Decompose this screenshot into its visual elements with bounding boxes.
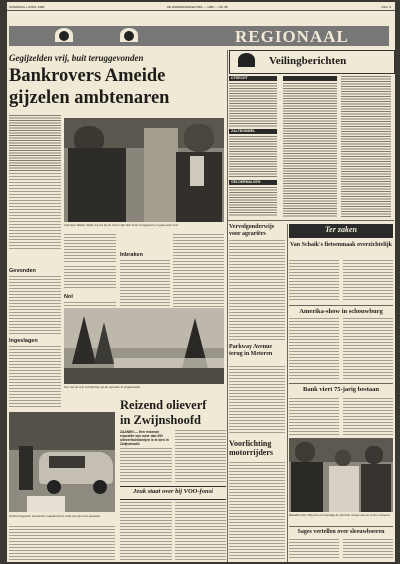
sages-col1-text — [289, 539, 339, 560]
voorlichting-text — [229, 462, 285, 560]
lead-col1b-text — [9, 276, 61, 304]
sages-col2-text — [343, 539, 393, 560]
parkway-text — [229, 366, 285, 434]
bank-headline: Bank viert 75-jarig bestaan — [302, 386, 379, 393]
veiling-col2-text — [283, 83, 337, 217]
banner-logo-sun-icon-2 — [124, 31, 134, 41]
painting-photo — [64, 308, 224, 384]
lead-photo — [64, 118, 224, 222]
running-head — [7, 4, 395, 11]
lead-intro-text — [9, 115, 61, 171]
amerika-col2-text — [343, 318, 393, 380]
running-head-page: PAG. 9 — [381, 5, 391, 9]
veiling-label-bar-2 — [283, 76, 337, 81]
veiling-label-zaltbommel: ZALTBOMMEL — [231, 129, 256, 133]
voorlichting-headline: Voorlichting motorrijders — [229, 439, 273, 457]
lead-col1-text — [9, 173, 61, 251]
jeuk-col1-text — [120, 502, 172, 560]
amerika-rule — [289, 305, 393, 306]
subhead-nol: Nol — [64, 294, 73, 300]
amerika-headline: Amerika-show in schouwburg — [299, 308, 383, 315]
olieverf-headline-2: in Zwijnshoofd — [120, 413, 201, 427]
painting-caption: Een van de vele schilderijen op de expositie in Zwijnshoofd. — [64, 385, 141, 389]
bank-col1-text — [289, 398, 339, 436]
bank-photo — [289, 438, 393, 512]
lead-headline-2: gijzelen ambtenaren — [9, 88, 170, 108]
veiling-utrecht-text — [229, 83, 277, 127]
lead-photo-caption: Gijzelaar Bakker blijkt vrij als hij de rovers zijn buit heeft overgegeven en gaat naar huis. — [64, 223, 179, 227]
newspaper-page — [7, 2, 395, 562]
veiling-geldermalsen-text — [229, 187, 277, 217]
running-head-date: ZATERDAG 1 APRIL 1989 — [9, 5, 45, 9]
parkway-headline: Parkway Avenue terug in Meteren — [229, 344, 273, 357]
olieverf-intro: ZAANEN — Een reizende expositie van meer dan 200 olieverfschilderijen is te zien in Zwijnshoofd. — [120, 430, 169, 446]
lead-headline-1: Bankrovers Ameide — [9, 66, 166, 86]
bank-rule — [289, 383, 393, 384]
veiling-zaltbommel-text — [229, 136, 277, 178]
sages-rule — [289, 526, 393, 527]
terzaken-col1-text — [289, 260, 339, 302]
lead-col2b-text — [64, 266, 116, 290]
veiling-bottom-rule — [228, 220, 394, 221]
jeuk-headline: Jeuk staat over bij VOO-fonsi — [133, 488, 213, 495]
section-title: REGIONAAL — [235, 27, 349, 46]
veiling-col3-text — [341, 76, 391, 217]
amerika-col1-text — [289, 318, 339, 380]
olieverf-headline-1: Reizend olieverf — [120, 398, 207, 412]
veiling-title: Veilingberichten — [269, 55, 347, 67]
bank-col2-text — [343, 398, 393, 436]
veiling-logo-icon — [238, 53, 255, 67]
banner-logo-sun-icon — [59, 31, 69, 41]
lead-col2-text — [64, 234, 116, 264]
subhead-gevonden: Gevonden — [9, 268, 36, 274]
lead-kicker: Gegijzelden vrij, buit teruggevonden — [9, 53, 144, 63]
lead-col1c-text — [9, 306, 61, 336]
veiling-label-geldermalsen: GELDERMALSEN — [231, 180, 261, 184]
column-separator — [227, 50, 228, 562]
subhead-inbraken: Inbraken — [120, 252, 143, 258]
olieverf-col2-text — [175, 430, 226, 484]
veiling-label-utrecht: UTRECHT — [231, 76, 248, 80]
running-head-paper: DE RIDDERKERKER ABS — 1989 — NR. 88 — [167, 5, 228, 9]
subhead-ingeslagen: Ingeslagen — [9, 338, 38, 344]
car-story-text — [9, 526, 115, 560]
vervolgonderwijs-headline: Vervolgonderwijs voor agrariërs — [229, 224, 275, 237]
terzaken-col2-text — [343, 260, 393, 302]
column-separator-2 — [287, 224, 288, 562]
olieverf-col1-text — [120, 448, 172, 484]
car-caption: Verkeersongeluk: bestuurder ongedeerd uit wrak van zijn auto gehaald. — [9, 514, 101, 518]
car-photo — [9, 412, 115, 512]
sages-headline: Sages vertellen over sleeuwboeren — [297, 529, 385, 535]
jeuk-col2-text — [175, 502, 226, 560]
bank-photo-caption: Bankdirecteur Wijnstra overhandigt de speciale cheque aan de eerste winnares. — [289, 513, 391, 517]
terzaken-headline: Van Schaik's fietsenmaak overzichtelijk — [290, 242, 392, 248]
lead-col1d-text — [9, 346, 61, 408]
terzaken-logo: Ter zaken — [325, 225, 357, 234]
